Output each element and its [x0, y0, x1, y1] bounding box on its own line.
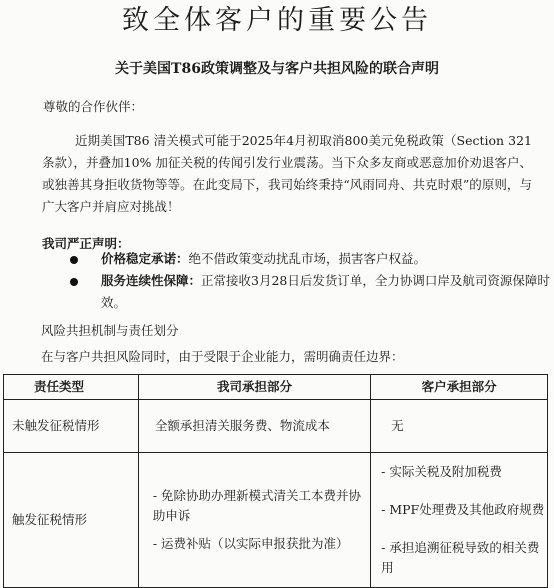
responsibility-type: 触发征税情形 — [4, 453, 139, 588]
declaration-item-text: 绝不借政策变动扰乱市场，损害客户权益。 — [188, 251, 427, 266]
table-row — [4, 453, 548, 588]
customer-part-line: - 承担追溯征税导致的相关费用 — [381, 540, 540, 575]
our-part-line: - 免除协助办理新模式清关工本费并协助申诉 — [152, 488, 362, 523]
responsibility-type: 未触发征税情形 — [4, 400, 139, 453]
declaration-heading: 我司严正声明： — [42, 236, 130, 251]
bullet-icon — [70, 278, 78, 286]
table-row — [4, 400, 548, 453]
responsibility-table — [3, 374, 548, 588]
declaration-item-label: 价格稳定承诺： — [101, 251, 189, 266]
declaration-item-text: 正常接收3月28日后发货订单，全力协调口岸及航司资源保障时效。 — [101, 273, 550, 310]
our-part — [138, 453, 370, 588]
our-part-line: - 运费补贴（以实际申报获批为准） — [152, 536, 349, 551]
notice-subtitle: 关于美国T86政策调整及与客户共担风险的联合声明 — [115, 61, 439, 77]
boundary-text: 在与客户共担风险同时，由于受限于企业能力，需明确责任边界： — [41, 349, 404, 364]
declaration-item-label: 服务连续性保障： — [101, 273, 202, 288]
declaration-item — [73, 248, 554, 270]
our-part — [138, 400, 370, 453]
section-title: 风险共担机制与责任划分 — [41, 323, 179, 338]
table-header: 责任类型 — [4, 375, 139, 400]
notice-title: 致全体客户的重要公告 — [122, 5, 432, 36]
intro-paragraph: 近期美国T86 清关模式可能于2025年4月初取消800美元免税政策（Section 321条款），并叠加10% 加征关税的传闻引发行业震荡。当下众多友商或恶意加价劝退客户、或独善其身拒收货物等等。在此变局下，我司始终秉持“风雨同舟、共克时艰”的原则，与广大客户并肩应对挑战！ — [42, 133, 532, 214]
customer-part-line: 无 — [391, 418, 404, 433]
table-header: 客户承担部分 — [371, 375, 548, 400]
table-header-row — [4, 375, 548, 400]
customer-part — [371, 400, 548, 453]
customer-part-line: - MPF处理费及其他政府规费 — [381, 502, 545, 517]
customer-part — [371, 453, 548, 588]
our-part-line: 全额承担清关服务费、物流成本 — [154, 418, 330, 433]
declaration-item — [73, 270, 554, 314]
customer-part-line: - 实际关税及附加税费 — [381, 464, 502, 479]
table-header: 我司承担部分 — [138, 375, 370, 400]
bullet-icon — [70, 256, 78, 264]
greeting: 尊敬的合作伙伴： — [43, 99, 144, 114]
